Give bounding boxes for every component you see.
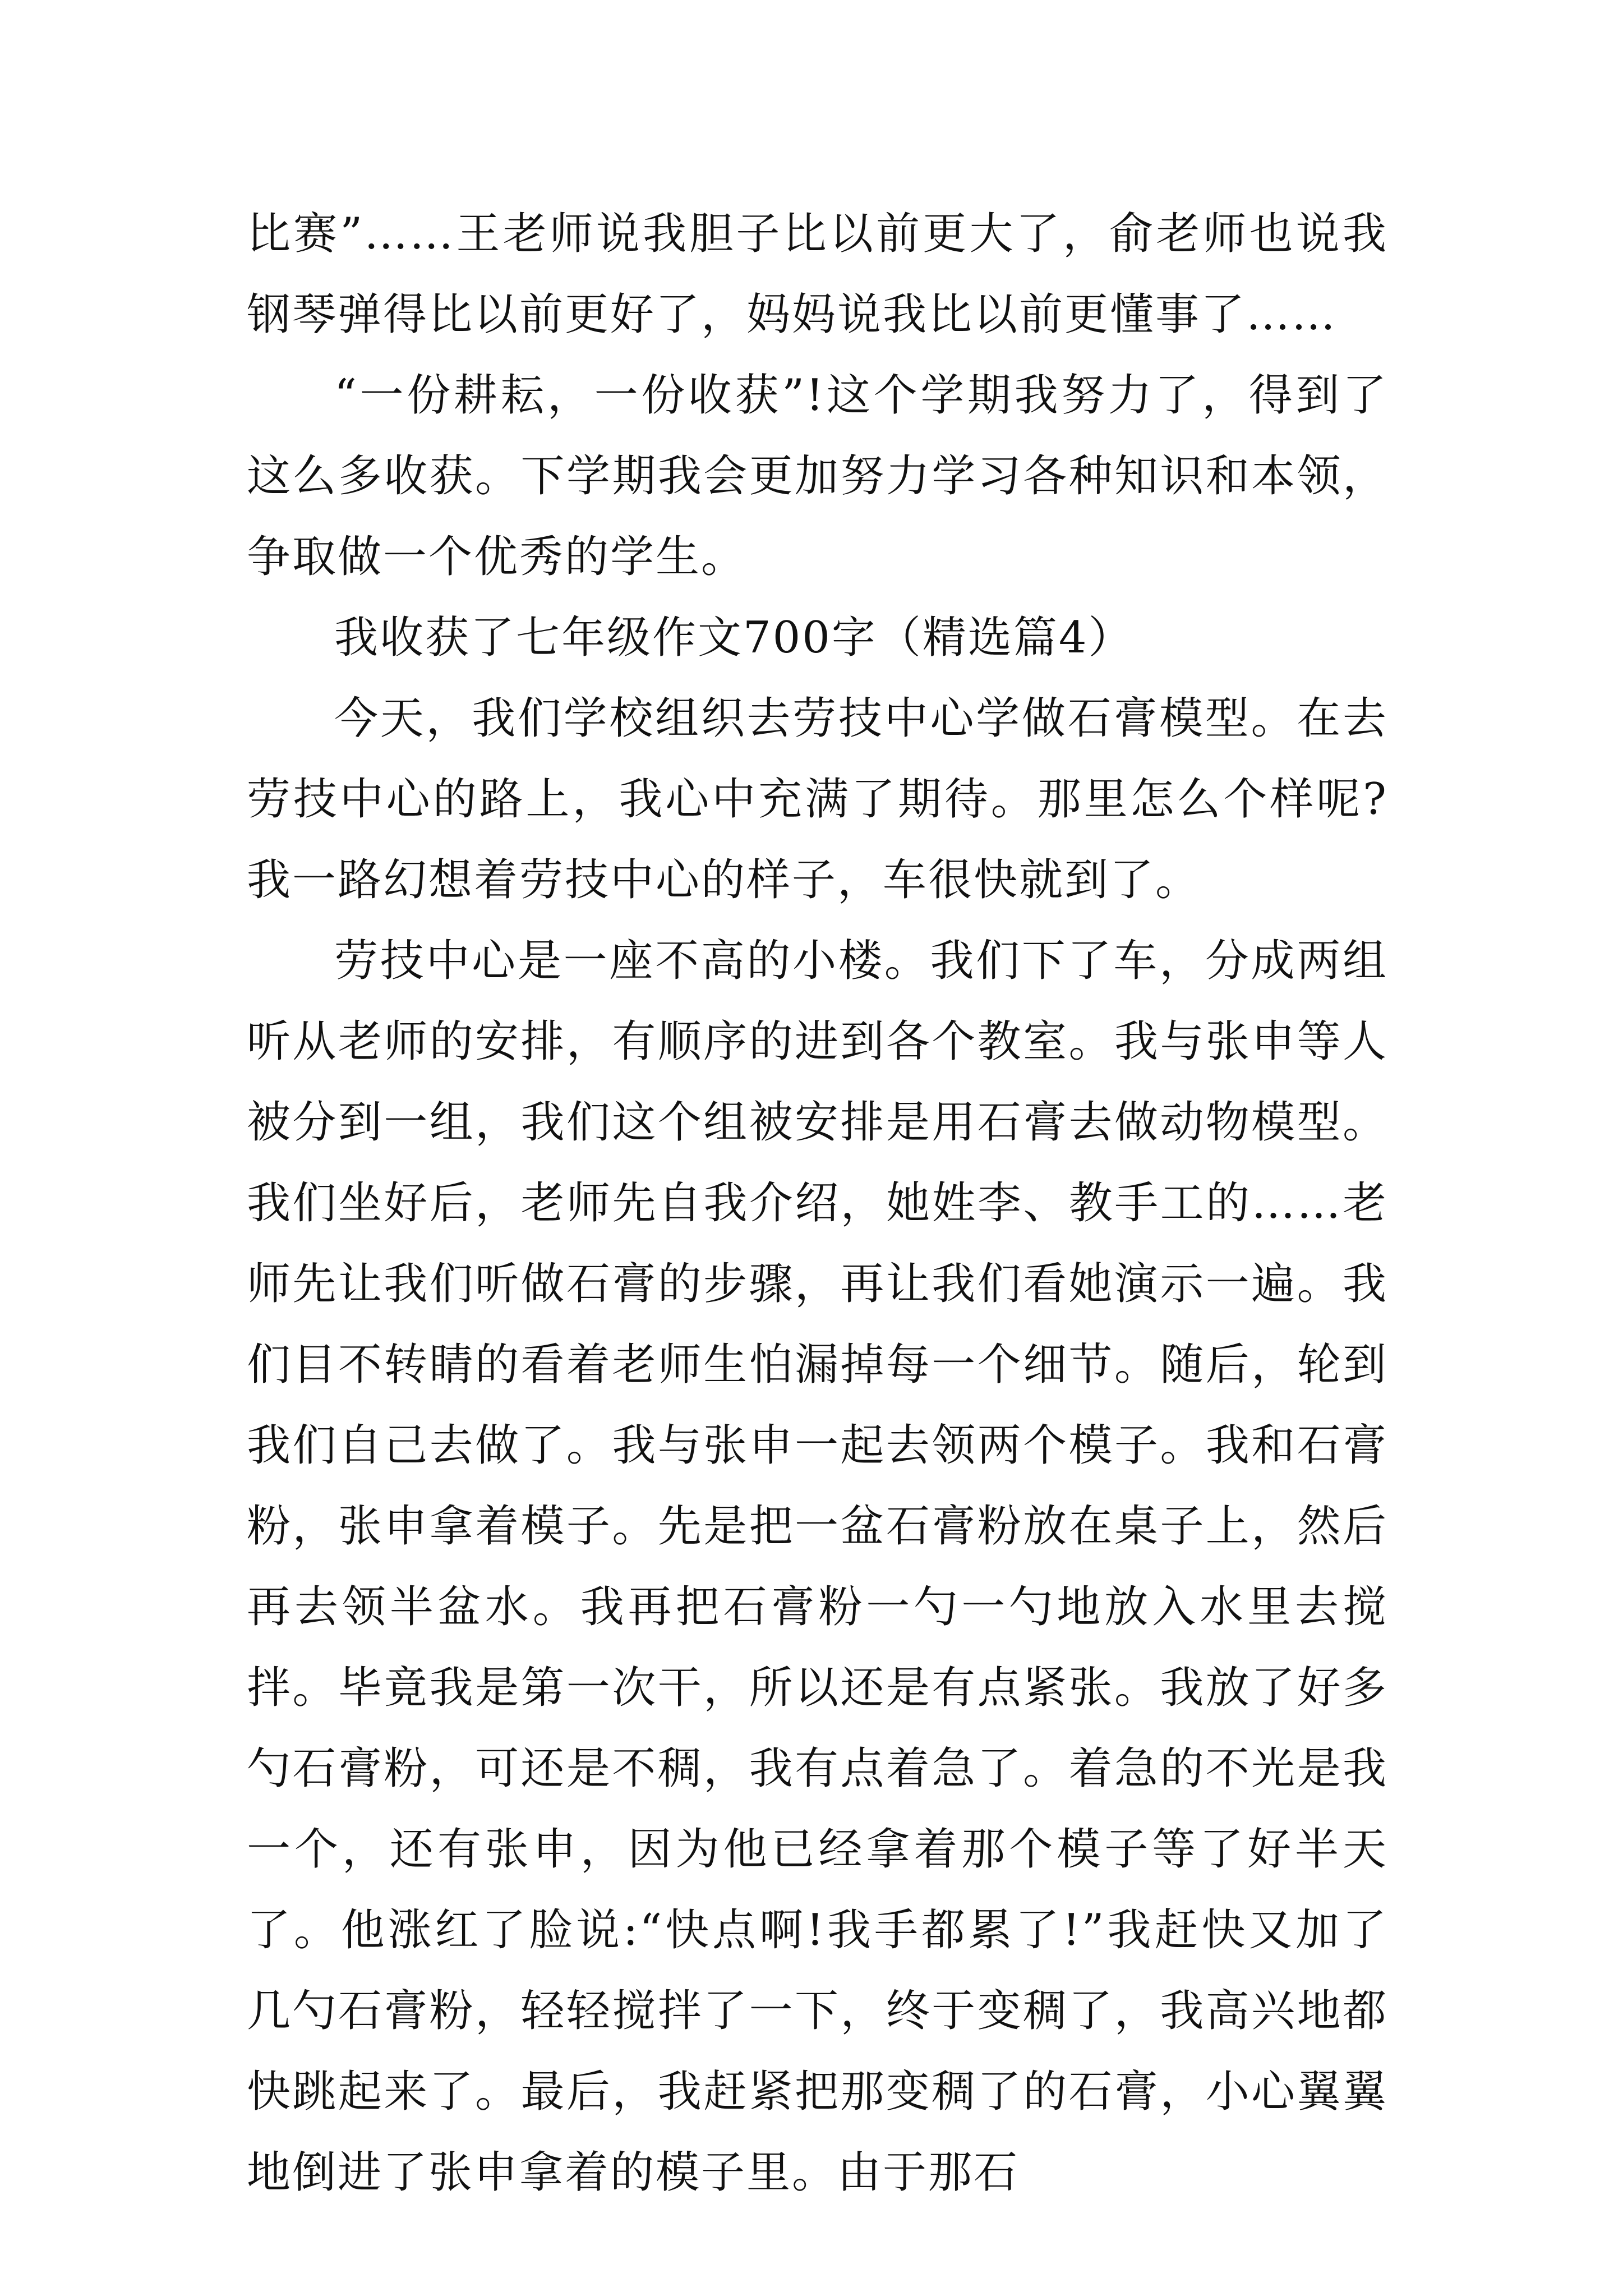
paragraph-workshop: 劳技中心是一座不高的小楼。我们下了车，分成两组听从老师的安排，有顺序的进到各个教室。我与张申等人被分到一组，我们这个组被安排是用石膏去做动物模型。我们坐好后，老师先自我介绍，她姓李、教手工的……老师先让我们听做石膏的步骤，再让我们看她演示一遍。我们目不转睛的看着老师生怕漏掉每一个细节。随后，轮到我们自己去做了。我与张申一起去领两个模子。我和石膏粉，张申拿着模子。先是把一盆石膏粉放在桌子上，然后再去领半盆水。我再把石膏粉一勺一勺地放入水里去搅拌。毕竟我是第一次干，所以还是有点紧张。我放了好多勺石膏粉，可还是不稠，我有点着急了。着急的不光是我一个，还有张申，因为他已经拿着那个模子等了好半天了。他涨红了脸说:“快点啊!我手都累了!”我赶快又加了几勺石膏粉，轻轻搅拌了一下，终于变稠了，我高兴地都快跳起来了。最后，我赶紧把那变稠了的石膏，小心翼翼地倒进了张申拿着的模子里。由于那石 xyxy=(247,936,1388,2198)
essay-heading: 我收获了七年级作文700字（精选篇4） xyxy=(334,613,1134,663)
paragraph-intro: 今天，我们学校组织去劳技中心学做石膏模型。在去劳技中心的路上，我心中充满了期待。那里怎么个样呢?我一路幻想着劳技中心的样子，车很快就到了。 xyxy=(247,693,1388,905)
document-body xyxy=(247,194,1388,2213)
paragraph-harvest: “一份耕耘，一份收获”!这个学期我努力了，得到了这么多收获。下学期我会更加努力学习各种知识和本领，争取做一个优秀的学生。 xyxy=(247,370,1388,582)
paragraph-continuation: 比赛”……王老师说我胆子比以前更大了，俞老师也说我钢琴弹得比以前更好了，妈妈说我比以前更懂事了…… xyxy=(247,209,1388,340)
